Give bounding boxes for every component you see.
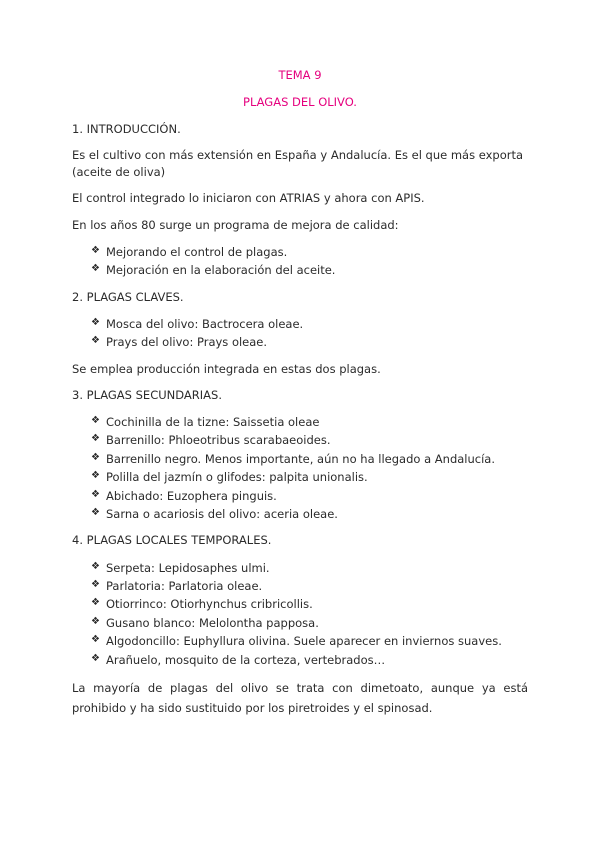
closing-paragraph: La mayoría de plagas del olivo se trata con dimetoato, aunque ya está prohibido y ha sido sustituido por los piretroides y el spinosad. xyxy=(72,681,528,716)
diamond-bullet-icon: ❖ xyxy=(91,597,100,609)
list-item-text: Cochinilla de la tizne: Saissetia oleae xyxy=(106,415,320,430)
list-item-text: Sarna o acariosis del olivo: aceria oleae. xyxy=(106,507,338,522)
list-item xyxy=(91,450,528,468)
list-item-text: Barrenillo: Phloeotribus scarabaeoides. xyxy=(106,433,331,448)
diamond-bullet-icon: ❖ xyxy=(91,560,100,572)
list-item xyxy=(91,468,528,486)
diamond-bullet-icon: ❖ xyxy=(91,488,100,500)
list-item xyxy=(91,431,528,449)
diamond-bullet-icon: ❖ xyxy=(91,335,100,347)
diamond-bullet-icon: ❖ xyxy=(91,433,100,445)
list-item-text: Prays del olivo: Prays oleae. xyxy=(106,335,268,350)
list-item-text: Mejoración en la elaboración del aceite. xyxy=(106,263,336,278)
list-item-text: Serpeta: Lepidosaphes ulmi. xyxy=(106,560,270,575)
list-item-text: Polilla del jazmín o glifodes: palpita unionalis. xyxy=(106,470,368,485)
paragraph: El control integrado lo iniciaron con ATRIAS y ahora con APIS. xyxy=(72,191,425,206)
list-item-text: Abichado: Euzophera pinguis. xyxy=(106,488,277,503)
list-item xyxy=(91,595,528,613)
list-item-text: Mejorando el control de plagas. xyxy=(106,244,288,259)
bullet-list xyxy=(72,243,528,280)
list-item xyxy=(91,315,528,333)
list-item xyxy=(91,261,528,279)
section-heading-plagas-secundarias: 3. PLAGAS SECUNDARIAS. xyxy=(72,387,222,402)
list-item xyxy=(91,614,528,632)
list-item xyxy=(91,559,528,577)
list-item xyxy=(91,651,528,669)
diamond-bullet-icon: ❖ xyxy=(91,470,100,482)
list-item-text: Parlatoria: Parlatoria oleae. xyxy=(106,579,263,594)
bullet-list xyxy=(72,559,528,669)
list-item xyxy=(91,632,528,650)
list-item xyxy=(91,243,528,261)
diamond-bullet-icon: ❖ xyxy=(91,415,100,427)
list-item xyxy=(91,505,528,523)
list-item xyxy=(91,413,528,431)
list-item-text: Barrenillo negro. Menos importante, aún no ha llegado a Andalucía. xyxy=(106,451,495,466)
list-item xyxy=(91,577,528,595)
list-item-text: Algodoncillo: Euphyllura olivina. Suele aparecer en inviernos suaves. xyxy=(106,634,502,649)
document-subtitle: PLAGAS DEL OLIVO. xyxy=(243,95,357,110)
list-item-text: Mosca del olivo: Bactrocera oleae. xyxy=(106,316,304,331)
section-heading-introduccion: 1. INTRODUCCIÓN. xyxy=(72,121,181,136)
paragraph: Es el cultivo con más extensión en España y Andalucía. Es el que más exporta (aceite de oliva) xyxy=(72,147,524,179)
diamond-bullet-icon: ❖ xyxy=(91,244,100,256)
diamond-bullet-icon: ❖ xyxy=(91,634,100,646)
diamond-bullet-icon: ❖ xyxy=(91,451,100,463)
diamond-bullet-icon: ❖ xyxy=(91,263,100,275)
section-heading-plagas-locales: 4. PLAGAS LOCALES TEMPORALES. xyxy=(72,533,272,548)
paragraph: En los años 80 surge un programa de mejora de calidad: xyxy=(72,217,399,232)
list-item-text: Arañuelo, mosquito de la corteza, vertebrados… xyxy=(106,652,386,667)
diamond-bullet-icon: ❖ xyxy=(91,507,100,519)
section-heading-plagas-claves: 2. PLAGAS CLAVES. xyxy=(72,289,184,304)
paragraph: Se emplea producción integrada en estas dos plagas. xyxy=(72,361,381,376)
list-item-text: Otiorrinco: Otiorhynchus cribricollis. xyxy=(106,597,313,612)
bullet-list xyxy=(72,315,528,352)
list-item xyxy=(91,487,528,505)
diamond-bullet-icon: ❖ xyxy=(91,652,100,664)
diamond-bullet-icon: ❖ xyxy=(91,316,100,328)
diamond-bullet-icon: ❖ xyxy=(91,615,100,627)
document-title: TEMA 9 xyxy=(278,68,322,82)
list-item-text: Gusano blanco: Melolontha papposa. xyxy=(106,615,319,630)
diamond-bullet-icon: ❖ xyxy=(91,579,100,591)
bullet-list xyxy=(72,413,528,523)
list-item xyxy=(91,333,528,351)
